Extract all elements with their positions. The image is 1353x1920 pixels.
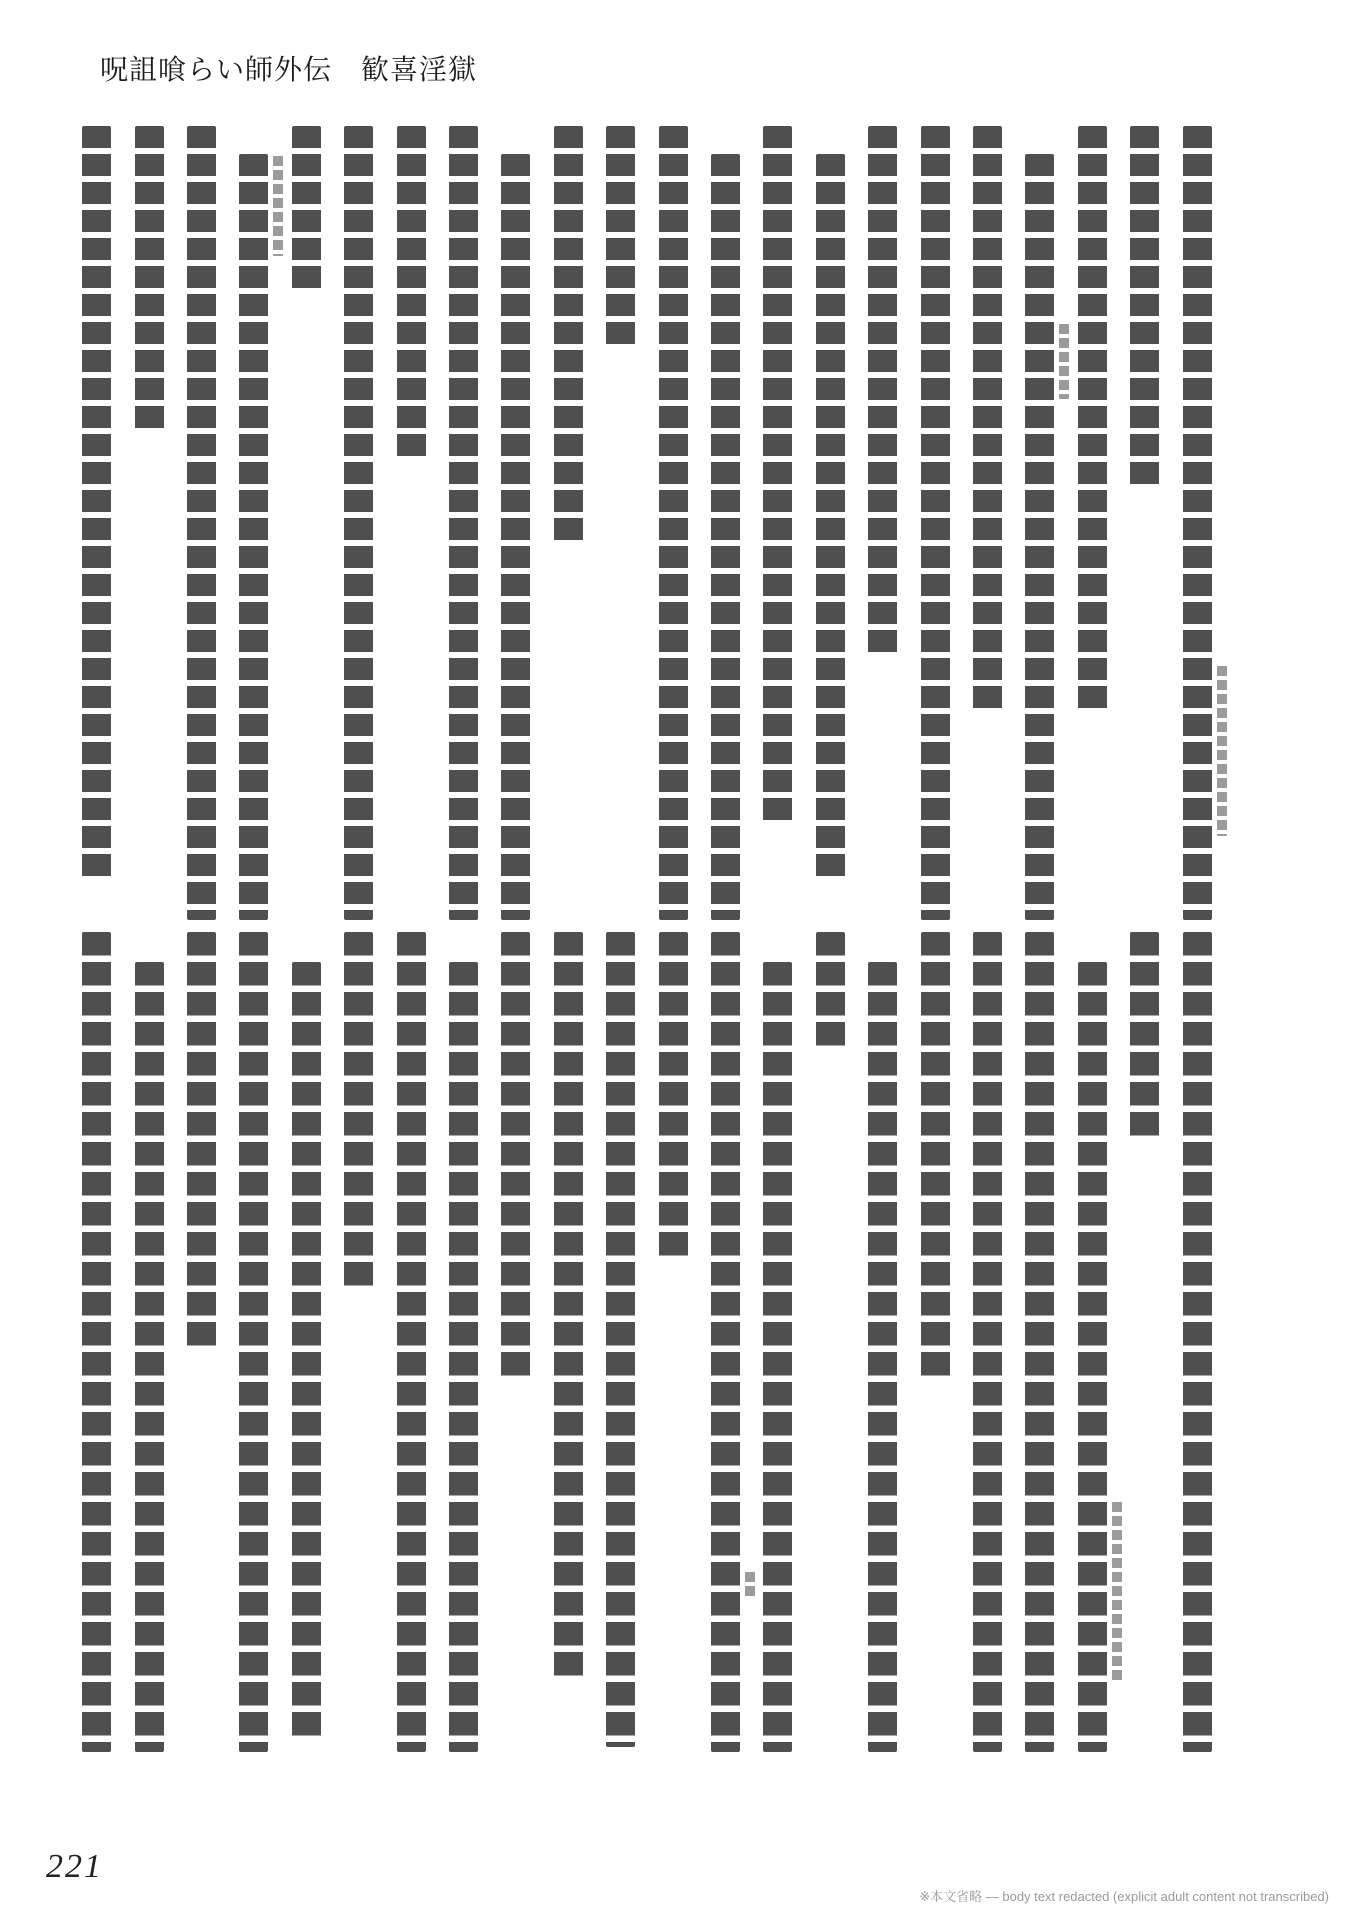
redacted-text-column <box>344 126 373 920</box>
redacted-text-column <box>1183 932 1212 1752</box>
redacted-ruby-column <box>273 156 283 256</box>
redacted-text-column <box>1130 932 1159 1142</box>
redacted-text-column <box>659 932 688 1262</box>
redacted-ruby-column <box>745 1572 755 1600</box>
redacted-text-column <box>82 932 111 1752</box>
redacted-text-column <box>1025 154 1054 920</box>
redacted-text-column <box>763 962 792 1752</box>
redacted-text-column <box>239 932 268 1752</box>
redacted-text-column <box>135 962 164 1752</box>
redacted-text-column <box>711 154 740 920</box>
redacted-text-column <box>239 154 268 920</box>
redacted-text-column <box>135 126 164 434</box>
redacted-text-column <box>659 126 688 920</box>
redacted-text-column <box>816 154 845 882</box>
redacted-text-column <box>449 962 478 1752</box>
redacted-text-column <box>554 932 583 1682</box>
redacted-text-column <box>1130 126 1159 490</box>
redacted-text-column <box>187 932 216 1352</box>
redacted-text-column <box>921 126 950 920</box>
redacted-text-column <box>292 126 321 294</box>
redacted-text-column <box>816 932 845 1052</box>
redacted-text-column <box>1025 932 1054 1752</box>
redacted-text-column <box>397 932 426 1752</box>
redacted-text-column <box>973 932 1002 1752</box>
redacted-text-column <box>449 126 478 920</box>
redacted-text-column <box>1078 126 1107 714</box>
redacted-text-column <box>397 126 426 462</box>
redacted-text-column <box>501 154 530 920</box>
redacted-text-column <box>1078 962 1107 1752</box>
redacted-text-column <box>711 932 740 1752</box>
redacted-text-column <box>763 126 792 826</box>
redacted-text-column <box>921 932 950 1382</box>
redacted-ruby-column <box>1112 1502 1122 1682</box>
redacted-text-column <box>292 962 321 1742</box>
redacted-ruby-column <box>1059 324 1069 399</box>
redacted-text-column <box>606 126 635 350</box>
redacted-text-column <box>554 126 583 546</box>
page-number: 221 <box>46 1848 103 1885</box>
redacted-text-column <box>868 962 897 1752</box>
redacted-text-column <box>187 126 216 920</box>
redacted-text-column <box>344 932 373 1292</box>
redaction-notice: ※本文省略 — body text redacted (explicit adult content not transcribed) <box>919 1889 1329 1904</box>
redacted-text-column <box>973 126 1002 714</box>
redacted-ruby-column <box>1217 666 1227 836</box>
redacted-text-column <box>868 126 897 658</box>
redacted-text-column <box>606 932 635 1747</box>
redacted-text-column <box>1183 126 1212 920</box>
redacted-text-column <box>82 126 111 882</box>
redacted-text-column <box>501 932 530 1382</box>
running-header-title: 呪詛喰らい師外伝 歓喜淫獄 <box>100 55 478 86</box>
